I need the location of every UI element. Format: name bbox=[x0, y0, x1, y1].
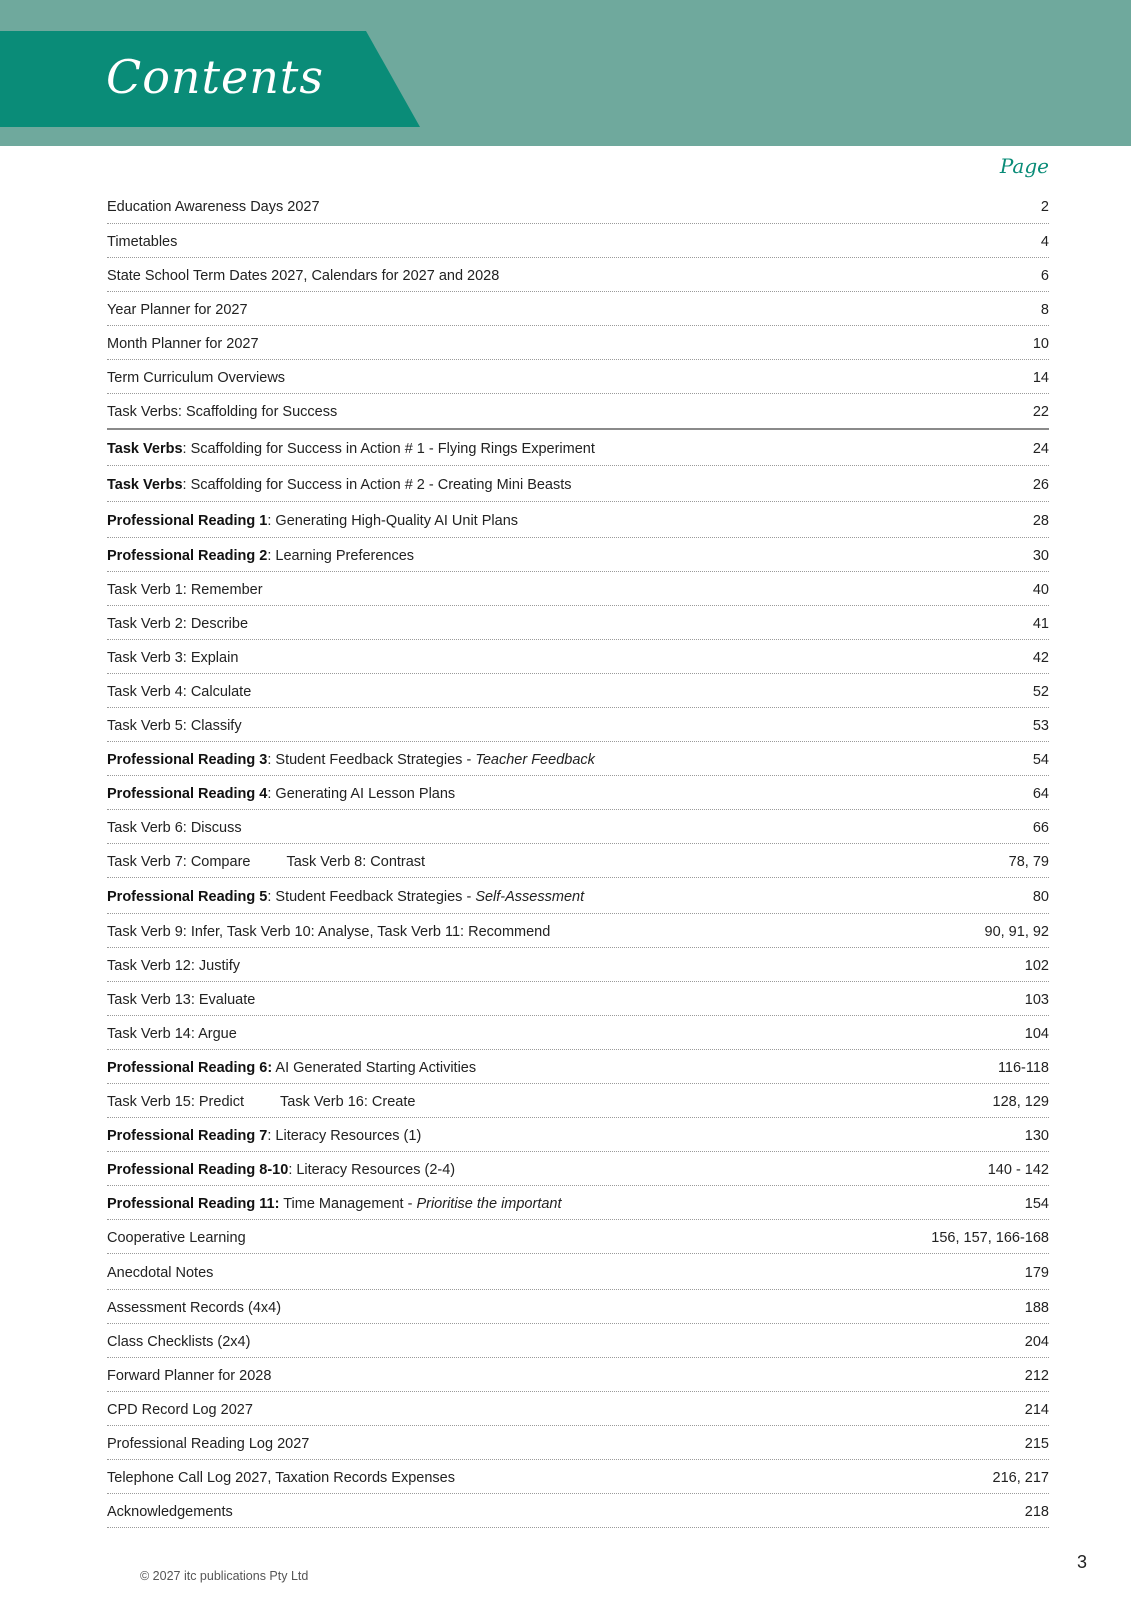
toc-entry-title bbox=[107, 1504, 233, 1520]
toc-row bbox=[107, 394, 1049, 430]
toc-entry-title bbox=[107, 752, 595, 768]
toc-entry-bold-prefix: Task Verbs bbox=[107, 476, 183, 493]
toc-row bbox=[107, 258, 1049, 292]
toc-page-number: 40 bbox=[1032, 581, 1049, 598]
toc-entry-text: State School Term Dates 2027, Calendars for 2027 and 2028 bbox=[107, 267, 500, 284]
toc-page-number: 64 bbox=[1032, 785, 1049, 802]
page-number: 3 bbox=[1076, 1552, 1087, 1572]
toc-entry-bold-prefix: Professional Reading 4 bbox=[107, 785, 268, 802]
toc-row bbox=[107, 606, 1049, 640]
toc-entry-text: : Literacy Resources (1) bbox=[267, 1127, 422, 1144]
page-column-heading: Page bbox=[999, 154, 1049, 178]
toc-entry-title bbox=[107, 854, 425, 870]
toc-page-number: 128, 129 bbox=[992, 1093, 1049, 1110]
toc-page-number: 41 bbox=[1032, 615, 1049, 632]
toc-page-number: 78, 79 bbox=[1008, 853, 1049, 870]
toc-entry-title bbox=[107, 1094, 415, 1110]
toc-entry-text: : Student Feedback Strategies - bbox=[267, 888, 476, 905]
toc-entry-title bbox=[107, 1300, 281, 1316]
toc-entry-title bbox=[107, 1402, 253, 1418]
toc-page-number: 90, 91, 92 bbox=[984, 923, 1049, 940]
toc-entry-bold-prefix: Professional Reading 11: bbox=[107, 1195, 280, 1212]
toc-entry-title bbox=[107, 684, 251, 700]
toc-entry-italic-suffix: Teacher Feedback bbox=[475, 751, 595, 768]
toc-entry-text: Forward Planner for 2028 bbox=[107, 1367, 272, 1384]
toc-entry-title bbox=[107, 1265, 213, 1281]
toc-page-number: 154 bbox=[1024, 1195, 1049, 1212]
toc-entry-text: Timetables bbox=[107, 233, 178, 250]
toc-entry-text: : Generating AI Lesson Plans bbox=[267, 785, 456, 802]
toc-page-number: 53 bbox=[1032, 717, 1049, 734]
toc-page-number: 179 bbox=[1024, 1264, 1049, 1281]
toc-entry-title bbox=[107, 889, 584, 905]
toc-row bbox=[107, 1358, 1049, 1392]
toc-row bbox=[107, 1186, 1049, 1220]
toc-row bbox=[107, 742, 1049, 776]
toc-entry-title bbox=[107, 513, 518, 529]
toc-entry-title bbox=[107, 1128, 421, 1144]
toc-row bbox=[107, 224, 1049, 258]
toc-entry-text: Task Verb 7: Compare bbox=[107, 853, 251, 870]
toc-entry-bold-prefix: Professional Reading 8-10 bbox=[107, 1161, 289, 1178]
toc-page-number: 103 bbox=[1024, 991, 1049, 1008]
toc-entry-title bbox=[107, 1436, 309, 1452]
toc-entry-text: Task Verb 9: Infer, Task Verb 10: Analyse, Task Verb 11: Recommend bbox=[107, 923, 551, 940]
toc-row bbox=[107, 538, 1049, 572]
toc-page-number: 28 bbox=[1032, 512, 1049, 529]
toc-entry-text: Task Verb 2: Describe bbox=[107, 615, 249, 632]
toc-entry-title bbox=[107, 1230, 246, 1246]
toc-entry-text: Task Verb 5: Classify bbox=[107, 717, 242, 734]
toc-row bbox=[107, 1118, 1049, 1152]
toc-entry-title bbox=[107, 616, 248, 632]
toc-entry-text: Term Curriculum Overviews bbox=[107, 369, 286, 386]
toc-row bbox=[107, 292, 1049, 326]
toc-row bbox=[107, 708, 1049, 742]
toc-page-number: 26 bbox=[1032, 476, 1049, 493]
toc-entry-text: Acknowledgements bbox=[107, 1503, 233, 1520]
toc-page-number: 102 bbox=[1024, 957, 1049, 974]
toc-page-number: 54 bbox=[1032, 751, 1049, 768]
toc-page-number: 104 bbox=[1024, 1025, 1049, 1042]
toc-row bbox=[107, 1324, 1049, 1358]
toc-page-number: 214 bbox=[1024, 1401, 1049, 1418]
toc-entry-text: AI Generated Starting Activities bbox=[272, 1059, 477, 1076]
toc-row bbox=[107, 844, 1049, 878]
toc-entry-bold-prefix: Professional Reading 3 bbox=[107, 751, 268, 768]
toc-entry-title bbox=[107, 1060, 476, 1076]
toc-entry-title bbox=[107, 582, 263, 598]
toc-entry-bold-prefix: Professional Reading 7 bbox=[107, 1127, 268, 1144]
toc-page-number: 52 bbox=[1032, 683, 1049, 700]
toc-page-number: 216, 217 bbox=[992, 1469, 1049, 1486]
toc-page-number: 6 bbox=[1040, 267, 1049, 284]
toc-row bbox=[107, 878, 1049, 914]
toc-entry-title bbox=[107, 1196, 562, 1212]
toc-row bbox=[107, 466, 1049, 502]
toc-entry-text: : Literacy Resources (2-4) bbox=[288, 1161, 456, 1178]
toc-entry-title bbox=[107, 958, 240, 974]
toc-row bbox=[107, 1290, 1049, 1324]
toc-row bbox=[107, 430, 1049, 466]
table-of-contents bbox=[107, 188, 1049, 1528]
toc-page-number: 116-118 bbox=[997, 1059, 1049, 1076]
toc-row bbox=[107, 674, 1049, 708]
toc-page-number: 188 bbox=[1024, 1299, 1049, 1316]
toc-row bbox=[107, 1220, 1049, 1254]
toc-entry-bold-prefix: Professional Reading 5 bbox=[107, 888, 268, 905]
toc-entry-text: Task Verb 14: Argue bbox=[107, 1025, 237, 1042]
toc-page-number: 10 bbox=[1032, 335, 1049, 352]
toc-entry-title bbox=[107, 786, 455, 802]
copyright-notice: © 2027 itc publications Pty Ltd bbox=[140, 1569, 309, 1583]
toc-entry-text: Task Verb 13: Evaluate bbox=[107, 991, 256, 1008]
toc-entry-title bbox=[107, 1470, 455, 1486]
toc-entry-text: Task Verb 4: Calculate bbox=[107, 683, 252, 700]
toc-row bbox=[107, 810, 1049, 844]
toc-entry-text: : Student Feedback Strategies - bbox=[267, 751, 476, 768]
toc-row bbox=[107, 914, 1049, 948]
toc-page-number: 4 bbox=[1040, 233, 1049, 250]
toc-entry-title bbox=[107, 992, 255, 1008]
toc-entry-text: Task Verb 15: Predict bbox=[107, 1093, 245, 1110]
toc-row bbox=[107, 1084, 1049, 1118]
toc-entry-title bbox=[107, 820, 242, 836]
toc-row bbox=[107, 948, 1049, 982]
toc-page-number: 215 bbox=[1024, 1435, 1049, 1452]
toc-entry-text: : Learning Preferences bbox=[267, 547, 415, 564]
toc-entry-bold-prefix: Professional Reading 6: bbox=[107, 1059, 273, 1076]
toc-entry-title bbox=[107, 1162, 455, 1178]
toc-page-number: 218 bbox=[1024, 1503, 1049, 1520]
toc-entry-text: Year Planner for 2027 bbox=[107, 301, 248, 318]
toc-row bbox=[107, 1152, 1049, 1186]
toc-entry-title bbox=[107, 199, 320, 215]
toc-entry-title bbox=[107, 477, 572, 493]
toc-row bbox=[107, 982, 1049, 1016]
toc-entry-title bbox=[107, 650, 238, 666]
toc-row bbox=[107, 1460, 1049, 1494]
toc-entry-title bbox=[107, 336, 259, 352]
toc-page-number: 156, 157, 166-168 bbox=[931, 1229, 1049, 1246]
toc-entry-title bbox=[107, 404, 337, 420]
toc-entry-text: CPD Record Log 2027 bbox=[107, 1401, 253, 1418]
toc-entry-title bbox=[107, 234, 177, 250]
toc-entry-text: : Scaffolding for Success in Action # 1 - Flying Rings Experiment bbox=[182, 440, 595, 457]
toc-page-number: 80 bbox=[1032, 888, 1049, 905]
toc-entry-text: Class Checklists (2x4) bbox=[107, 1333, 251, 1350]
toc-entry-italic-suffix: Prioritise the important bbox=[416, 1195, 562, 1212]
toc-entry-text: : Scaffolding for Success in Action # 2 - Creating Mini Beasts bbox=[182, 476, 572, 493]
toc-entry-title bbox=[107, 268, 499, 284]
toc-row bbox=[107, 1016, 1049, 1050]
toc-entry-text: Task Verbs: Scaffolding for Success bbox=[107, 404, 338, 420]
toc-entry-title bbox=[107, 1334, 250, 1350]
toc-entry-text: : Generating High-Quality AI Unit Plans bbox=[267, 512, 519, 529]
toc-page-number: 140 - 142 bbox=[987, 1161, 1049, 1178]
toc-row bbox=[107, 1050, 1049, 1084]
toc-page-number: 42 bbox=[1032, 649, 1049, 666]
toc-entry-title bbox=[107, 1368, 271, 1384]
toc-entry-text: Task Verb 6: Discuss bbox=[107, 819, 242, 836]
toc-page-number: 66 bbox=[1032, 819, 1049, 836]
toc-row bbox=[107, 1494, 1049, 1528]
toc-entry-text: Time Management - bbox=[279, 1195, 417, 1212]
toc-entry-title bbox=[107, 924, 550, 940]
toc-entry-title bbox=[107, 548, 414, 564]
toc-page-number: 14 bbox=[1032, 369, 1049, 386]
toc-entry-title bbox=[107, 441, 595, 457]
toc-entry-text-secondary: Task Verb 8: Contrast bbox=[286, 853, 426, 870]
toc-entry-italic-suffix: Self-Assessment bbox=[475, 888, 585, 905]
toc-entry-text: Assessment Records (4x4) bbox=[107, 1299, 282, 1316]
toc-page-number: 8 bbox=[1040, 301, 1049, 318]
toc-entry-text: Anecdotal Notes bbox=[107, 1264, 214, 1281]
toc-entry-bold-prefix: Professional Reading 2 bbox=[107, 547, 268, 564]
toc-entry-text: Task Verb 3: Explain bbox=[107, 649, 239, 666]
toc-row bbox=[107, 326, 1049, 360]
toc-row bbox=[107, 1426, 1049, 1460]
toc-row bbox=[107, 502, 1049, 538]
toc-entry-title bbox=[107, 718, 242, 734]
toc-entry-text: Task Verb 1: Remember bbox=[107, 581, 263, 598]
toc-entry-title bbox=[107, 1026, 237, 1042]
toc-row bbox=[107, 572, 1049, 606]
toc-entry-title bbox=[107, 302, 248, 318]
toc-row bbox=[107, 1254, 1049, 1290]
toc-entry-text: Month Planner for 2027 bbox=[107, 335, 259, 352]
toc-page-number: 30 bbox=[1032, 547, 1049, 564]
toc-row bbox=[107, 188, 1049, 224]
toc-page-number: 2 bbox=[1040, 198, 1049, 215]
toc-entry-text: Professional Reading Log 2027 bbox=[107, 1435, 310, 1452]
page-title: Contents bbox=[106, 50, 324, 104]
toc-entry-title bbox=[107, 370, 285, 386]
toc-row bbox=[107, 1392, 1049, 1426]
toc-entry-text: Education Awareness Days 2027 bbox=[107, 198, 320, 215]
toc-page-number: 22 bbox=[1032, 404, 1049, 420]
toc-entry-text-secondary: Task Verb 16: Create bbox=[280, 1093, 416, 1110]
toc-page-number: 24 bbox=[1032, 440, 1049, 457]
toc-row bbox=[107, 776, 1049, 810]
toc-page-number: 130 bbox=[1024, 1127, 1049, 1144]
toc-entry-text: Telephone Call Log 2027, Taxation Records Expenses bbox=[107, 1469, 455, 1486]
toc-entry-bold-prefix: Task Verbs bbox=[107, 440, 183, 457]
toc-entry-bold-prefix: Professional Reading 1 bbox=[107, 512, 268, 529]
toc-page-number: 212 bbox=[1024, 1367, 1049, 1384]
toc-page-number: 204 bbox=[1024, 1333, 1049, 1350]
toc-entry-text: Cooperative Learning bbox=[107, 1229, 246, 1246]
toc-entry-text: Task Verb 12: Justify bbox=[107, 957, 240, 974]
toc-row bbox=[107, 640, 1049, 674]
toc-row bbox=[107, 360, 1049, 394]
